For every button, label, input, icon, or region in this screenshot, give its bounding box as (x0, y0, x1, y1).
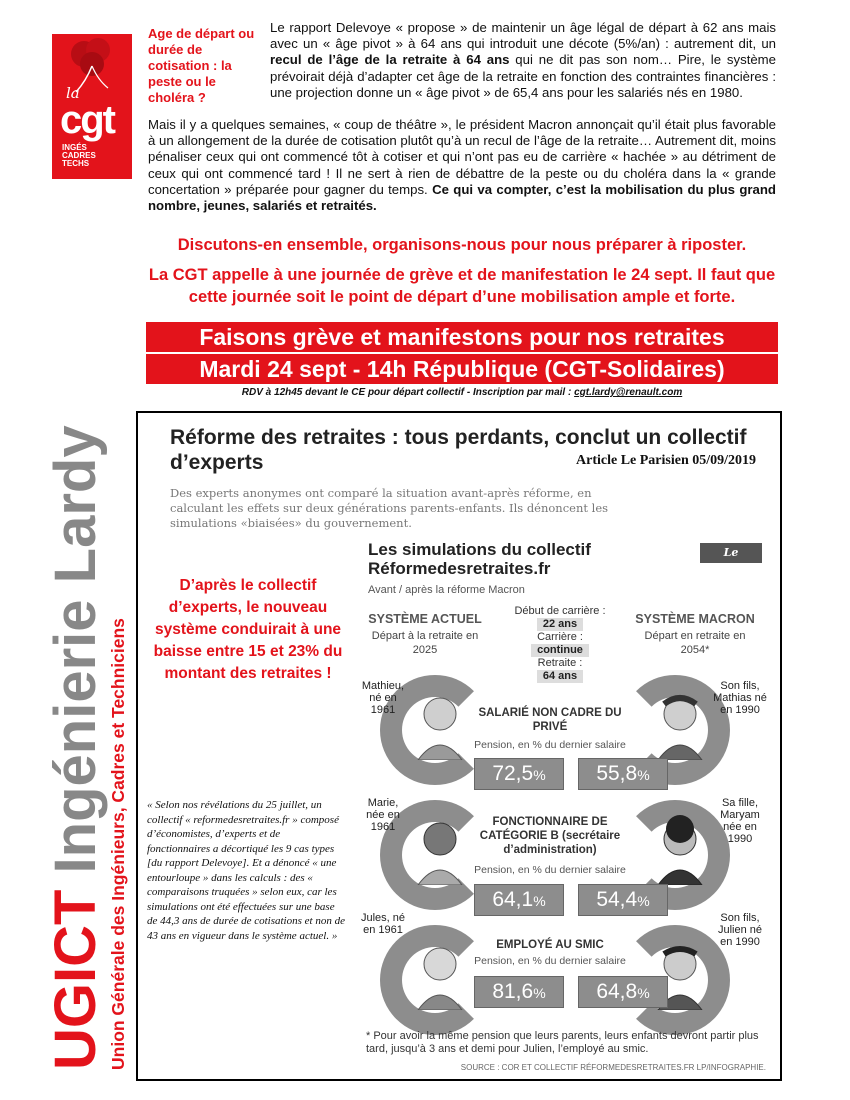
article-title: Réforme des retraites : tous perdants, conclut un collectif d’experts (170, 426, 747, 474)
case-title-2: FONCTIONNAIRE DE CATÉGORIE B (secrétaire d’administration) (479, 816, 621, 856)
infographic-source: SOURCE : COR ET COLLECTIF RÉFORMEDESRETRAITES.FR LP/INFOGRAPHIE. (460, 1063, 766, 1072)
cgt-logo-script: la (66, 84, 80, 102)
ugict-subtitle: Union Générale des Ingénieurs, Cadres et Techniciens (108, 618, 128, 1070)
infographic-subtitle: Avant / après la réforme Macron (368, 584, 525, 596)
le-parisien-logo: Le Parisien (700, 543, 762, 563)
banner-strike: Faisons grève et manifestons pour nos retraites (146, 322, 778, 352)
system-actuel-desc: Départ à la retraite en 2025 (371, 630, 479, 656)
system-macron-desc: Départ en retraite en 2054* (644, 630, 746, 656)
infographic-footnote: * Pour avoir la même pension que leurs parents, leurs enfants devront partir plus tard, jusqu’à 3 ans et demi pour Julien, l’employé au smic. (366, 1030, 759, 1055)
value-after-3: 64,8% (578, 976, 668, 1008)
system-macron-heading: SYSTÈME MACRON (635, 612, 755, 626)
parent-avatar-icon (410, 940, 470, 1010)
rendezvous-line: RDV à 12h45 devant le CE pour départ collectif - Inscription par mail : cgt.lardy@renault.com (241, 387, 683, 398)
case-title-3: EMPLOYÉ AU SMIC (496, 939, 604, 951)
parent-name-1: Mathieu, né en 1961 (361, 680, 405, 716)
case-subtitle-2: Pension, en % du dernier salaire (474, 864, 626, 876)
intro-paragraph-1: Le rapport Delevoye « propose » de maintenir un âge légal de départ à 62 ans mais avec un « âge pivot » à 64 ans qui introduit une décote (5%/an) : autrement dit, un recul de l’âge de la retraite à 64 ans qui ne dit pas son nom… Pire, le système prévoirait déjà d’adapter cet âge de la retraite en fonction des contraintes financières : une projection donne un « âge pivot » de 65,4 ans pour les salariés nés en 1980. (270, 20, 777, 100)
call-to-discuss: Discutons-en ensemble, organisons-nous pour nous préparer à riposter. (177, 236, 747, 254)
article-source: Article Le Parisien 05/09/2019 (576, 453, 757, 468)
expert-note: D’après le collectif d’experts, le nouveau système conduirait à une baisse entre 15 et 23% du montant des retraites ! (153, 577, 343, 682)
case-subtitle-3: Pension, en % du dernier salaire (474, 955, 626, 967)
parent-name-2: Marie, née en 1961 (366, 797, 400, 833)
banner-date: Mardi 24 sept - 14h République (CGT-Solidaires) (146, 354, 778, 384)
cgt-logo-text: cgt (60, 98, 114, 142)
parent-name-3: Jules, né en 1961 (360, 912, 406, 936)
ugict-vertical-banner (43, 425, 128, 1070)
system-actuel-heading: SYSTÈME ACTUEL (368, 612, 482, 626)
value-after-2: 54,4% (578, 884, 668, 916)
child-avatar-icon (650, 815, 710, 885)
side-title: Age de départ ou durée de cotisation : la peste ou le choléra ? (148, 26, 255, 105)
ugict-site: Ingénierie Lardy (43, 425, 108, 874)
value-before-2: 64,1% (474, 884, 564, 916)
hypotheses-box: Début de carrière : 22 ans Carrière : continue Retraite : 64 ans (514, 605, 606, 682)
intro-paragraph-2: Mais il y a quelques semaines, « coup de théâtre », le président Macron annonçait qu’il était plus favorable à un allongement de la durée de cotisation plutôt qu’à un recul de l’âge de la retraite… Autrement dit, moins pénaliser ceux qui ont commencé tôt à cotiser et qui n’ont pas eu de carrière « hachée » au détriment de ceux qui ont commencé tard ! Il ne sert à rien de débattre de la peste ou du choléra dans la « grande concertation » préparée pour gagner du temps. Ce qui va compter, c’est la mobilisation du plus grand nombre, jeunes, salariés et retraités. (148, 117, 776, 214)
value-before-1: 72,5% (474, 758, 564, 790)
email-link[interactable]: cgt.lardy@renault.com (574, 387, 683, 398)
infographic-title: Les simulations du collectif Réformedesretraites.fr (368, 540, 591, 578)
child-name-2: Sa fille, Maryam née en 1990 (720, 797, 760, 845)
cgt-logo-subtitle: INGÉS CADRES TECHS (62, 143, 96, 168)
child-avatar-icon (650, 690, 710, 760)
article-lead: Des experts anonymes ont comparé la situation avant-après réforme, en calculant les effets sur deux générations parents-enfants. Ils dénoncent les simulations «biaisées» du gouvernement. (170, 486, 609, 530)
value-after-1: 55,8% (578, 758, 668, 790)
case-subtitle-1: Pension, en % du dernier salaire (474, 739, 626, 751)
ugict-title: UGICT (43, 889, 108, 1070)
value-before-3: 81,6% (474, 976, 564, 1008)
call-to-strike: La CGT appelle à une journée de grève et de manifestation le 24 sept. Il faut que cette journée soit le point de départ d’une mobilisation ample et forte. (148, 266, 776, 306)
child-name-1: Son fils, Mathias né en 1990 (713, 680, 767, 716)
article-quote: « Selon nos révélations du 25 juillet, un collectif « reformedesretraites.fr » composé d’économistes, d’experts et de fonctionnaires a décortiqué les 9 cas types [du rapport Delevoye]. Et a dénoncé « une entourloupe » dans les calculs : des « comparaisons truquées » selon eux, car les simulations ont été effectuées sur une base de 44,3 ans de durée de cotisations et non de 43 ans en vigueur dans le système actuel. » (147, 799, 345, 942)
case-title-1: SALARIÉ NON CADRE DU PRIVÉ (478, 707, 622, 733)
child-name-3: Son fils, Julien né en 1990 (717, 912, 763, 948)
